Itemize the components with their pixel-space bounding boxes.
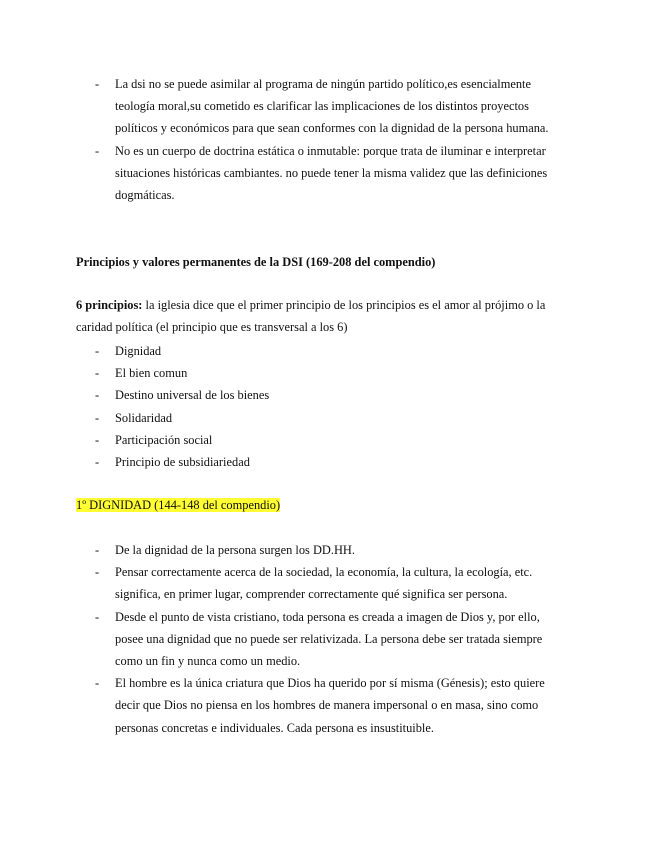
list-principles: [0, 340, 655, 473]
bullet: -: [95, 366, 100, 381]
intro-lead: 6 principios:: [76, 298, 143, 312]
bullet: -: [95, 676, 100, 691]
dignidad-heading: 1º DIGNIDAD (144-148 del compendio): [76, 498, 281, 512]
list-item: - De la dignidad de la persona surgen los DD.HH.: [0, 539, 655, 561]
list-item: - Desde el punto de vista cristiano, toda persona es creada a imagen de Dios y, por ello, posee una dignidad que no puede ser relativizada. La persona debe ser tratada siempre como un fin y nunca como un medio.: [0, 606, 655, 673]
bullet: -: [95, 543, 100, 557]
intro-paragraph: [76, 294, 568, 338]
list-item: - Participación social: [0, 429, 655, 451]
list-item: - La dsi no se puede asimilar al programa de ningún partido político,es esencialmente teología moral,su cometido es clarificar las implicaciones de los distintos proyectos políticos y económicos para que sean conformes con la dignidad de la persona humana.: [0, 73, 655, 140]
list-dsi-characteristics: [0, 73, 655, 206]
list-item: - Dignidad: [0, 340, 655, 362]
intro-text: la iglesia dice que el primer principio de los principios es el amor al prójimo o la caridad política (el principio que es transversal a los 6): [76, 298, 546, 335]
bullet: -: [95, 455, 100, 470]
bullet: -: [95, 410, 100, 425]
bullet: -: [95, 388, 100, 403]
list-item: - Solidaridad: [0, 407, 655, 429]
bullet: -: [95, 609, 100, 624]
list-item: - Principio de subsidiariedad: [0, 451, 655, 473]
list-item: - El bien comun: [0, 362, 655, 384]
highlighted-heading: [76, 494, 280, 516]
section-heading: Principios y valores permanentes de la DSI (169-208 del compendio): [76, 255, 436, 269]
list-item: - Destino universal de los bienes: [0, 384, 655, 406]
list-item: - Pensar correctamente acerca de la sociedad, la economía, la cultura, la ecología, etc. significa, en primer lugar, comprender correctamente qué significa ser persona.: [0, 561, 655, 605]
bullet: -: [95, 344, 100, 358]
list-item: - El hombre es la única criatura que Dios ha querido por sí misma (Génesis); esto quiere decir que Dios no piensa en los hombres de manera impersonal o en masa, sino como personas concretas e individuales. Cada persona es insustituible.: [0, 672, 655, 739]
list-item: - No es un cuerpo de doctrina estática o inmutable: porque trata de iluminar e interpretar situaciones históricas cambiantes. no puede tener la misma validez que las definiciones dogmáticas.: [0, 140, 655, 207]
bullet: -: [95, 77, 100, 91]
bullet: -: [95, 432, 100, 447]
bullet: -: [95, 143, 100, 158]
bullet: -: [95, 565, 100, 580]
list-dignidad: [0, 539, 655, 739]
